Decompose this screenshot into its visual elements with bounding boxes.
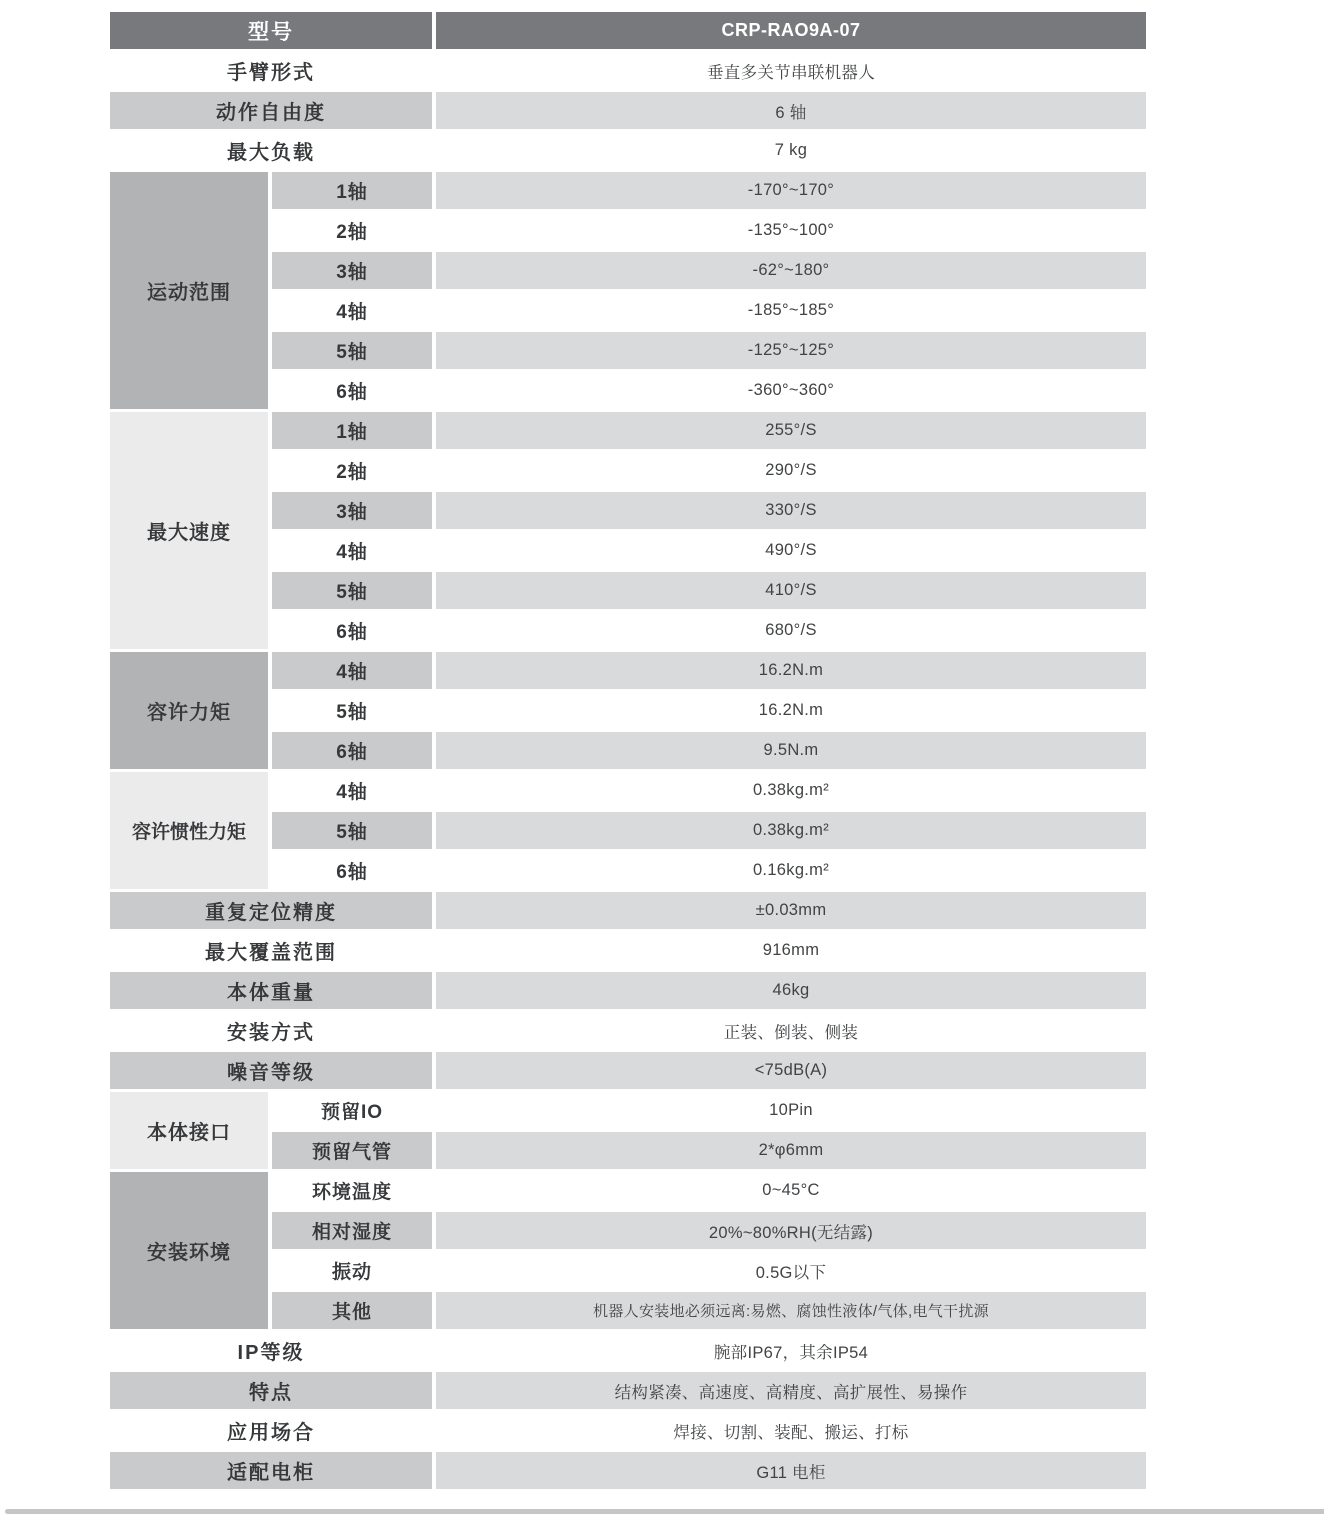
axis-label: 6轴 [272,612,432,649]
model-header-row [110,12,1146,49]
sub-label: 预留IO [272,1092,432,1129]
spec-label: 特点 [110,1372,432,1409]
group-rows [272,172,1146,409]
group-rows [272,652,1146,769]
axis-label: 4轴 [272,652,432,689]
axis-label: 5轴 [272,572,432,609]
spec-row-cabinet [110,1452,1146,1489]
spec-row-max-payload [110,132,1146,169]
spec-row-features [110,1372,1146,1409]
spec-row-axis [272,172,1146,209]
spec-row-axis [272,612,1146,649]
spec-value: <75dB(A) [436,1052,1146,1089]
spec-row-axis [272,772,1146,809]
spec-row-noise-level [110,1052,1146,1089]
spec-label: 本体重量 [110,972,432,1009]
spec-label: 动作自由度 [110,92,432,129]
spec-value: 16.2N.m [436,692,1146,729]
spec-row-other [272,1292,1146,1329]
spec-row-humidity [272,1212,1146,1249]
spec-row-max-reach [110,932,1146,969]
group-label: 本体接口 [110,1092,268,1169]
spec-value: 255°/S [436,412,1146,449]
spec-row-axis [272,732,1146,769]
spec-row-vibration [272,1252,1146,1289]
spec-row-dof [110,92,1146,129]
spec-value: ±0.03mm [436,892,1146,929]
axis-label: 5轴 [272,332,432,369]
spec-label: 适配电柜 [110,1452,432,1489]
spec-row-axis [272,692,1146,729]
spec-row-axis [272,572,1146,609]
spec-value: 0.38kg.m² [436,812,1146,849]
spec-row-axis [272,412,1146,449]
spec-row-axis [272,372,1146,409]
spec-value: 垂直多关节串联机器人 [436,52,1146,89]
spec-row-axis [272,812,1146,849]
axis-label: 2轴 [272,212,432,249]
spec-row-mounting [110,1012,1146,1049]
spec-value: 680°/S [436,612,1146,649]
group-label: 容许力矩 [110,652,268,769]
page-footer-divider [5,1509,1324,1514]
spec-row-axis [272,452,1146,489]
spec-row-axis [272,852,1146,889]
spec-row-axis [272,212,1146,249]
spec-label: 噪音等级 [110,1052,432,1089]
sub-label: 振动 [272,1252,432,1289]
spec-label: 最大负载 [110,132,432,169]
spec-label: 应用场合 [110,1412,432,1449]
spec-label: IP等级 [110,1332,432,1369]
sub-label: 环境温度 [272,1172,432,1209]
spec-value: 410°/S [436,572,1146,609]
spec-value: -135°~100° [436,212,1146,249]
group-rows [272,412,1146,649]
spec-value: 0.16kg.m² [436,852,1146,889]
sub-label: 预留气管 [272,1132,432,1169]
spec-row-applications [110,1412,1146,1449]
axis-label: 4轴 [272,532,432,569]
spec-value: 10Pin [436,1092,1146,1129]
spec-value: 9.5N.m [436,732,1146,769]
spec-group-install-env [110,1172,1146,1329]
group-label: 运动范围 [110,172,268,409]
spec-value: 0.38kg.m² [436,772,1146,809]
axis-label: 6轴 [272,732,432,769]
spec-group-motion-range [110,172,1146,409]
axis-label: 3轴 [272,492,432,529]
spec-group-allowable-inertia [110,772,1146,889]
spec-value: 正装、倒装、侧装 [436,1012,1146,1049]
spec-label: 安装方式 [110,1012,432,1049]
axis-label: 5轴 [272,812,432,849]
spec-label: 重复定位精度 [110,892,432,929]
spec-value: 46kg [436,972,1146,1009]
spec-row-axis [272,252,1146,289]
spec-row-temperature [272,1172,1146,1209]
spec-value: 0~45°C [436,1172,1146,1209]
group-label: 容许惯性力矩 [110,772,268,889]
group-label: 安装环境 [110,1172,268,1329]
spec-row-axis [272,532,1146,569]
spec-group-body-interface [110,1092,1146,1169]
spec-group-max-speed [110,412,1146,649]
axis-label: 1轴 [272,412,432,449]
group-label: 最大速度 [110,412,268,649]
sub-label: 相对湿度 [272,1212,432,1249]
spec-value: 490°/S [436,532,1146,569]
spec-value: -125°~125° [436,332,1146,369]
group-rows [272,772,1146,889]
spec-row-axis [272,652,1146,689]
spec-value: 330°/S [436,492,1146,529]
spec-value: 0.5G以下 [436,1252,1146,1289]
spec-value: 机器人安装地必须远离:易燃、腐蚀性液体/气体,电气干扰源 [436,1292,1146,1329]
spec-group-allowable-torque [110,652,1146,769]
spec-value: -170°~170° [436,172,1146,209]
spec-value: 焊接、切割、装配、搬运、打标 [436,1412,1146,1449]
axis-label: 4轴 [272,772,432,809]
spec-value: 结构紧凑、高速度、高精度、高扩展性、易操作 [436,1372,1146,1409]
axis-label: 5轴 [272,692,432,729]
model-value: CRP-RAO9A-07 [436,12,1146,49]
sub-label: 其他 [272,1292,432,1329]
spec-value: -185°~185° [436,292,1146,329]
spec-value: 腕部IP67，其余IP54 [436,1332,1146,1369]
spec-row-axis [272,332,1146,369]
spec-row-repeatability [110,892,1146,929]
spec-value: 2*φ6mm [436,1132,1146,1169]
spec-row-io [272,1092,1146,1129]
axis-label: 2轴 [272,452,432,489]
axis-label: 6轴 [272,852,432,889]
group-rows [272,1092,1146,1169]
axis-label: 6轴 [272,372,432,409]
spec-value: 16.2N.m [436,652,1146,689]
spec-row-ip-rating [110,1332,1146,1369]
spec-row-body-weight [110,972,1146,1009]
spec-row-arm-type [110,52,1146,89]
robot-spec-table [110,12,1146,1492]
spec-row-axis [272,292,1146,329]
axis-label: 4轴 [272,292,432,329]
spec-value: -360°~360° [436,372,1146,409]
spec-value: 6 轴 [436,92,1146,129]
spec-value: -62°~180° [436,252,1146,289]
spec-row-axis [272,492,1146,529]
spec-label: 最大覆盖范围 [110,932,432,969]
spec-row-air-tube [272,1132,1146,1169]
spec-label: 手臂形式 [110,52,432,89]
axis-label: 3轴 [272,252,432,289]
spec-value: 290°/S [436,452,1146,489]
axis-label: 1轴 [272,172,432,209]
spec-value: 916mm [436,932,1146,969]
group-rows [272,1172,1146,1329]
model-label: 型号 [110,12,432,49]
spec-value: 20%~80%RH(无结露) [436,1212,1146,1249]
spec-value: G11 电柜 [436,1452,1146,1489]
spec-value: 7 kg [436,132,1146,169]
